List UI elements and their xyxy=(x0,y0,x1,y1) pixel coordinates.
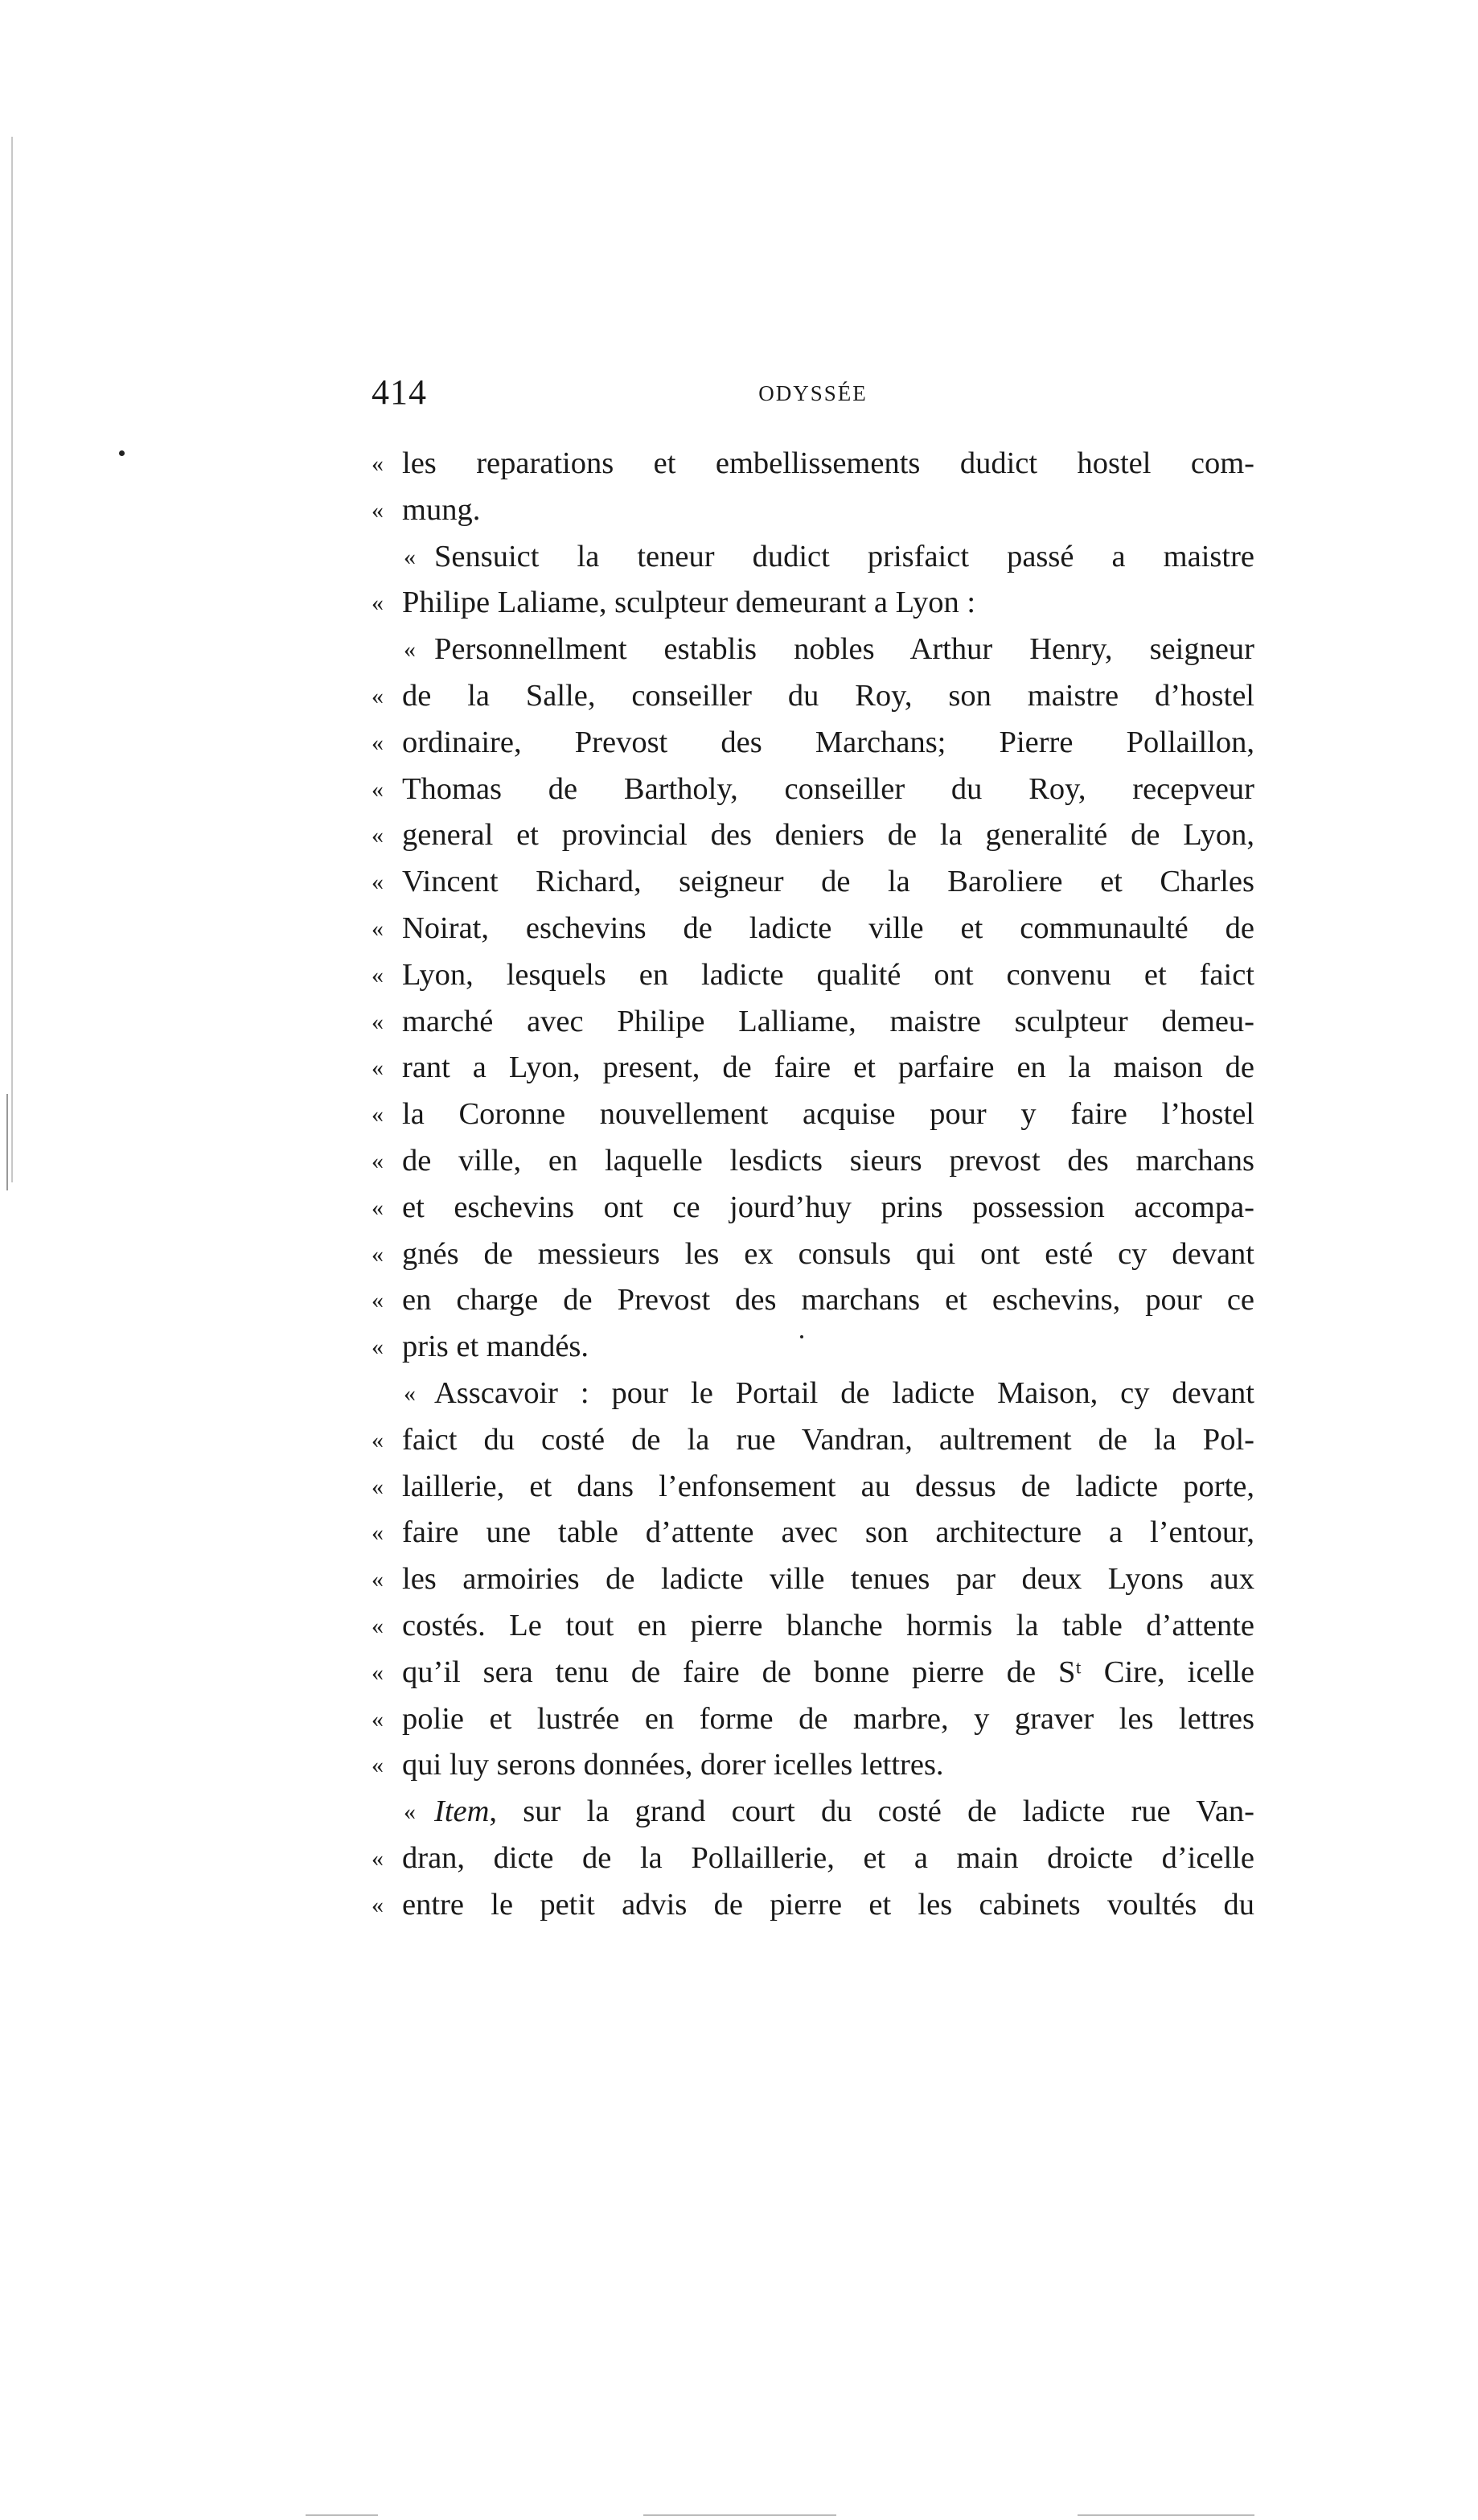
text-line xyxy=(372,1836,1254,1882)
text-line xyxy=(372,906,1254,952)
text-line xyxy=(372,1464,1254,1511)
guillemet-mark: « xyxy=(372,590,384,617)
guillemet-mark: « xyxy=(372,1659,384,1686)
text-line xyxy=(372,487,1254,534)
line-text: Vincent Richard, seigneur de la Baroliere et Charles xyxy=(402,865,1254,899)
page-body-text xyxy=(372,441,1254,1929)
line-text: rant a Lyon, present, de faire et parfaire en la maison de xyxy=(402,1050,1254,1085)
guillemet-mark: « xyxy=(372,915,384,942)
line-text: Thomas de Bartholy, conseiller du Roy, recepveur xyxy=(402,771,1254,806)
line-text: costés. Le tout en pierre blanche hormis la table d’attente xyxy=(402,1608,1254,1642)
text-line xyxy=(372,1324,1254,1371)
text-line xyxy=(372,859,1254,906)
text-line xyxy=(372,1510,1254,1556)
guillemet-mark: « xyxy=(372,1844,384,1872)
guillemet-mark: « xyxy=(372,1287,384,1314)
line-text: et eschevins ont ce jourd’huy prins possession accompa- xyxy=(402,1190,1254,1224)
guillemet-mark: « xyxy=(404,1799,416,1826)
guillemet-mark: « xyxy=(372,682,384,709)
guillemet-mark: « xyxy=(372,1008,384,1035)
guillemet-mark: « xyxy=(372,450,384,477)
line-text: polie et lustrée en forme de marbre, y graver les lettres xyxy=(402,1701,1254,1736)
page-number: 414 xyxy=(372,372,427,412)
guillemet-mark: « xyxy=(372,1101,384,1128)
line-text: qu’il sera tenu de faire de bonne pierre de Sᵗ Cire, icelle xyxy=(402,1655,1254,1689)
text-line xyxy=(372,1696,1254,1743)
guillemet-mark: « xyxy=(372,1891,384,1918)
text-line xyxy=(372,1185,1254,1231)
guillemet-mark: « xyxy=(372,1147,384,1174)
guillemet-mark: « xyxy=(404,543,416,570)
guillemet-mark: « xyxy=(372,1240,384,1268)
text-line xyxy=(372,1138,1254,1185)
scan-margin-line xyxy=(11,137,13,1182)
guillemet-mark: « xyxy=(404,636,416,664)
guillemet-mark: « xyxy=(372,1566,384,1593)
guillemet-mark: « xyxy=(372,1473,384,1500)
text-line xyxy=(372,1417,1254,1464)
guillemet-mark: « xyxy=(372,869,384,896)
text-line xyxy=(372,673,1254,720)
scan-edge-mark xyxy=(306,2514,378,2516)
line-text: Lyon, lesquels en ladicte qualité ont convenu et faict xyxy=(402,957,1254,992)
guillemet-mark: « xyxy=(372,496,384,524)
guillemet-mark: « xyxy=(372,1194,384,1221)
line-text: Noirat, eschevins de ladicte ville et communaulté de xyxy=(402,911,1254,945)
guillemet-mark: « xyxy=(404,1379,416,1407)
italic-word: Item xyxy=(434,1794,490,1829)
running-title: ODYSSÉE xyxy=(758,381,868,405)
guillemet-mark: « xyxy=(372,1612,384,1639)
text-line xyxy=(372,767,1254,813)
text-line xyxy=(372,1371,1254,1417)
text-line xyxy=(372,1231,1254,1278)
text-line xyxy=(372,441,1254,487)
line-text: qui luy serons données, dorer icelles lettres. xyxy=(402,1748,944,1782)
text-line xyxy=(372,1742,1254,1789)
line-text: faire une table d’attente avec son architecture a l’entour, xyxy=(402,1515,1254,1550)
line-text: faict du costé de la rue Vandran, aultrement de la Pol- xyxy=(402,1422,1254,1457)
guillemet-mark: « xyxy=(372,775,384,803)
line-text: les armoiries de ladicte ville tenues par deux Lyons aux xyxy=(402,1562,1254,1597)
text-line xyxy=(372,1045,1254,1091)
guillemet-mark: « xyxy=(372,822,384,849)
line-text: dran, dicte de la Pollaillerie, et a main droicte d’icelle xyxy=(402,1840,1254,1875)
line-text: les reparations et embellissements dudict hostel com- xyxy=(402,446,1254,480)
scan-edge-mark xyxy=(1078,2514,1254,2516)
guillemet-mark: « xyxy=(372,1054,384,1082)
line-text: de la Salle, conseiller du Roy, son maistre d’hostel xyxy=(402,678,1254,713)
line-text: mung. xyxy=(402,492,481,527)
text-line xyxy=(372,952,1254,999)
text-line xyxy=(372,812,1254,859)
text-line xyxy=(372,1556,1254,1603)
text-line xyxy=(372,1603,1254,1650)
text-line xyxy=(372,1789,1254,1836)
line-text: en charge de Prevost des marchans et eschevins, pour ce xyxy=(402,1283,1254,1318)
line-text xyxy=(434,1789,1254,1836)
line-text: entre le petit advis de pierre et les cabinets voultés du xyxy=(402,1887,1254,1922)
page-header xyxy=(372,372,1254,420)
guillemet-mark: « xyxy=(372,1519,384,1547)
guillemet-mark: « xyxy=(372,1334,384,1361)
text-line xyxy=(372,627,1254,673)
guillemet-mark: « xyxy=(372,1705,384,1733)
line-text: general et provincial des deniers de la generalité de Lyon, xyxy=(402,818,1254,853)
text-line xyxy=(372,720,1254,767)
guillemet-mark: « xyxy=(372,729,384,756)
line-text: gnés de messieurs les ex consuls qui ont esté cy devant xyxy=(402,1236,1254,1271)
guillemet-mark: « xyxy=(372,1752,384,1779)
line-text: Asscavoir : pour le Portail de ladicte Maison, cy devant xyxy=(434,1375,1254,1410)
text-line xyxy=(372,1091,1254,1138)
line-text: Sensuict la teneur dudict prisfaict passé a maistre xyxy=(434,539,1254,573)
scan-margin-mark xyxy=(6,1094,8,1190)
line-text-rest: , sur la grand court du costé de ladicte rue Van- xyxy=(489,1794,1254,1829)
line-text: marché avec Philipe Lalliame, maistre sculpteur demeu- xyxy=(402,1004,1254,1038)
line-text: Personnellment establis nobles Arthur Henry, seigneur xyxy=(434,632,1254,667)
scan-edge-mark xyxy=(643,2514,836,2516)
guillemet-mark: « xyxy=(372,1426,384,1453)
line-text: laillerie, et dans l’enfonsement au dessus de ladicte porte, xyxy=(402,1469,1254,1503)
line-text: ordinaire, Prevost des Marchans; Pierre Pollaillon, xyxy=(402,725,1254,759)
text-line xyxy=(372,1277,1254,1324)
line-text: la Coronne nouvellement acquise pour y faire l’hostel xyxy=(402,1097,1254,1132)
text-line xyxy=(372,580,1254,627)
line-text: de ville, en laquelle lesdicts sieurs prevost des marchans xyxy=(402,1143,1254,1178)
guillemet-mark: « xyxy=(372,961,384,989)
scan-speck xyxy=(119,450,125,456)
text-line xyxy=(372,1650,1254,1696)
line-text: pris et mandés. xyxy=(402,1330,589,1364)
text-line xyxy=(372,534,1254,581)
text-line xyxy=(372,999,1254,1046)
text-line xyxy=(372,1882,1254,1929)
line-text: Philipe Laliame, sculpteur demeurant a Lyon : xyxy=(402,586,976,620)
